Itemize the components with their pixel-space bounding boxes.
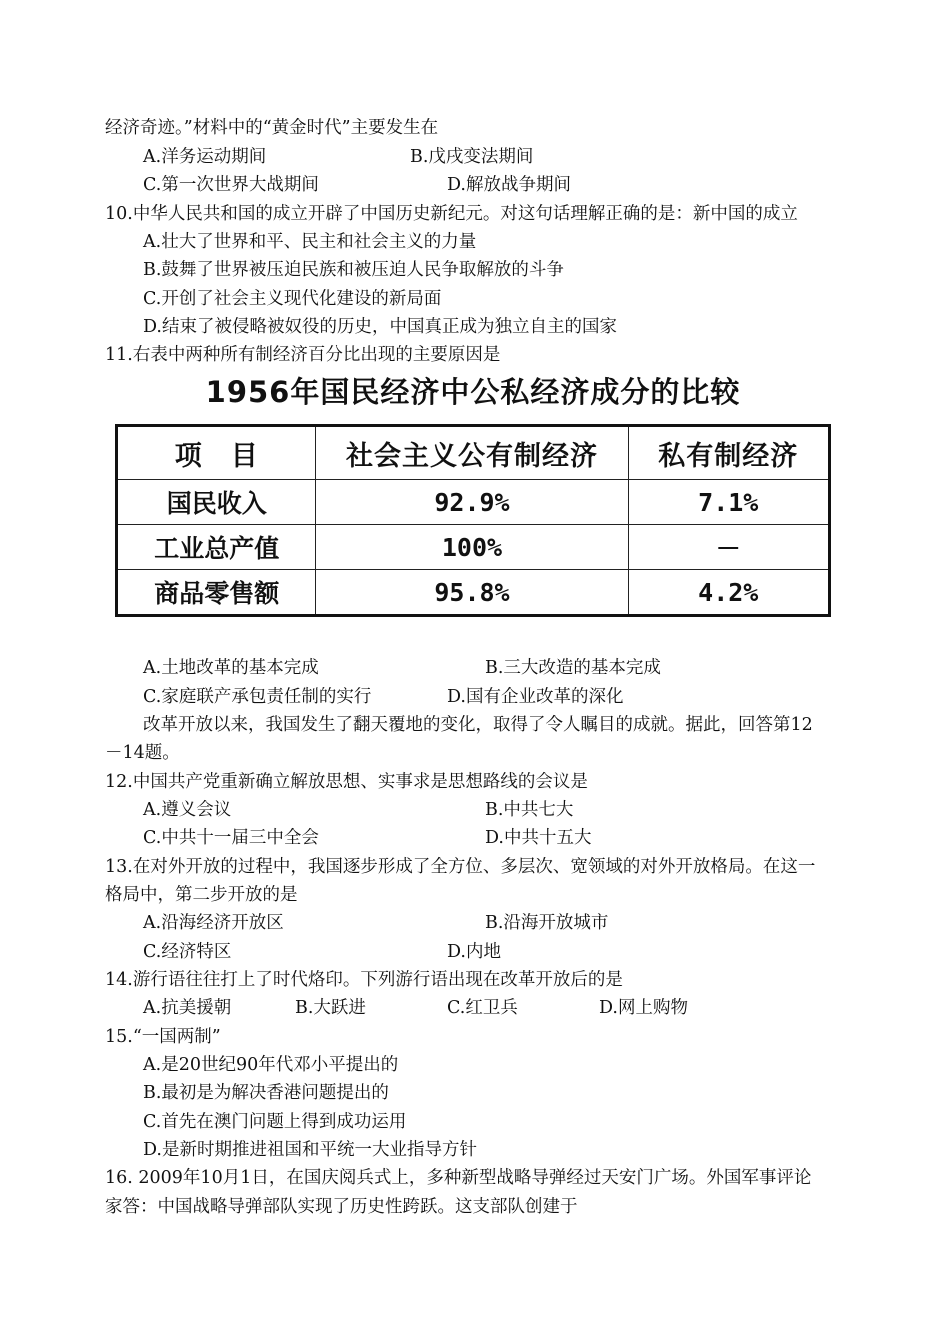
q14-option-c: C.红卫兵 (447, 998, 518, 1018)
question-9-stem-end: 经济奇迹。”材料中的“黄金时代”主要发生在 (105, 118, 439, 138)
header-item: 项 目 (117, 426, 316, 480)
q13-option-d: D.内地 (447, 942, 501, 962)
public-value: 92.9% (316, 480, 628, 525)
table-row (117, 525, 830, 570)
header-public-economy: 社会主义公有制经济 (316, 426, 628, 480)
q13-option-c: C.经济特区 (143, 942, 232, 962)
question-13-stem: 13.在对外开放的过程中，我国逐步形成了全方位、多层次、宽领域的对外开放格局。在这一 (105, 857, 816, 877)
q9-option-d: D.解放战争期间 (447, 175, 571, 195)
private-value: － (628, 525, 829, 570)
question-12-stem: 12.中国共产党重新确立解放思想、实事求是思想路线的会议是 (105, 772, 588, 792)
row-label: 工业总产值 (117, 525, 316, 570)
q9-option-c: C.第一次世界大战期间 (143, 175, 319, 195)
q15-option-d: D.是新时期推进祖国和平统一大业指导方针 (143, 1140, 477, 1160)
economy-comparison-table (115, 424, 831, 617)
q12-option-a: A.遵义会议 (143, 800, 232, 820)
header-private-economy: 私有制经济 (628, 426, 829, 480)
question-11-stem: 11.右表中两种所有制经济百分比出现的主要原因是 (105, 345, 501, 365)
q11-option-a: A.土地改革的基本完成 (143, 658, 319, 678)
question-15-stem: 15.“一国两制” (105, 1027, 221, 1047)
table-row (117, 570, 830, 616)
q10-option-d: D.结束了被侵略被奴役的历史，中国真正成为独立自主的国家 (143, 317, 617, 337)
q11-option-c: C.家庭联产承包责任制的实行 (143, 687, 372, 707)
q12-option-b: B.中共七大 (485, 800, 574, 820)
q14-option-d: D.网上购物 (599, 998, 688, 1018)
q14-option-a: A.抗美援朝 (143, 998, 232, 1018)
table-title: 1956年国民经济中公私经济成分的比较 (205, 375, 741, 409)
public-value: 95.8% (316, 570, 628, 616)
q15-option-a: A.是20世纪90年代邓小平提出的 (143, 1055, 399, 1075)
question-16-stem: 16. 2009年10月1日，在国庆阅兵式上，多种新型战略导弹经过天安门广场。外国军事评论 (105, 1168, 812, 1188)
q15-option-b: B.最初是为解决香港问题提出的 (143, 1083, 389, 1103)
question-14-stem: 14.游行语往往打上了时代烙印。下列游行语出现在改革开放后的是 (105, 970, 623, 990)
private-value: 4.2% (628, 570, 829, 616)
table-row (117, 480, 830, 525)
q9-option-b: B.戊戌变法期间 (410, 147, 534, 167)
q13-option-b: B.沿海开放城市 (485, 913, 609, 933)
q11-option-b: B.三大改造的基本完成 (485, 658, 661, 678)
q14-option-b: B.大跃进 (295, 998, 366, 1018)
table-header-row (117, 426, 830, 480)
q11-option-d: D.国有企业改革的深化 (447, 687, 624, 707)
public-value: 100% (316, 525, 628, 570)
section-intro: 改革开放以来，我国发生了翻天覆地的变化，取得了令人瞩目的成就。据此，回答第12 (143, 715, 813, 735)
q10-option-a: A.壮大了世界和平、民主和社会主义的力量 (143, 232, 477, 252)
question-13-stem-cont: 格局中，第二步开放的是 (105, 885, 298, 905)
q10-option-b: B.鼓舞了世界被压迫民族和被压迫人民争取解放的斗争 (143, 260, 564, 280)
question-10-stem: 10.中华人民共和国的成立开辟了中国历史新纪元。对这句话理解正确的是：新中国的成立 (105, 204, 798, 224)
q12-option-c: C.中共十一届三中全会 (143, 828, 319, 848)
private-value: 7.1% (628, 480, 829, 525)
question-16-stem-cont: 家答：中国战略导弹部队实现了历史性跨跃。这支部队创建于 (105, 1197, 578, 1217)
q12-option-d: D.中共十五大 (485, 828, 592, 848)
q15-option-c: C.首先在澳门问题上得到成功运用 (143, 1112, 407, 1132)
row-label: 商品零售额 (117, 570, 316, 616)
q9-option-a: A.洋务运动期间 (143, 147, 267, 167)
section-intro-cont: －14题。 (105, 743, 180, 763)
row-label: 国民收入 (117, 480, 316, 525)
q10-option-c: C.开创了社会主义现代化建设的新局面 (143, 289, 442, 309)
q13-option-a: A.沿海经济开放区 (143, 913, 284, 933)
